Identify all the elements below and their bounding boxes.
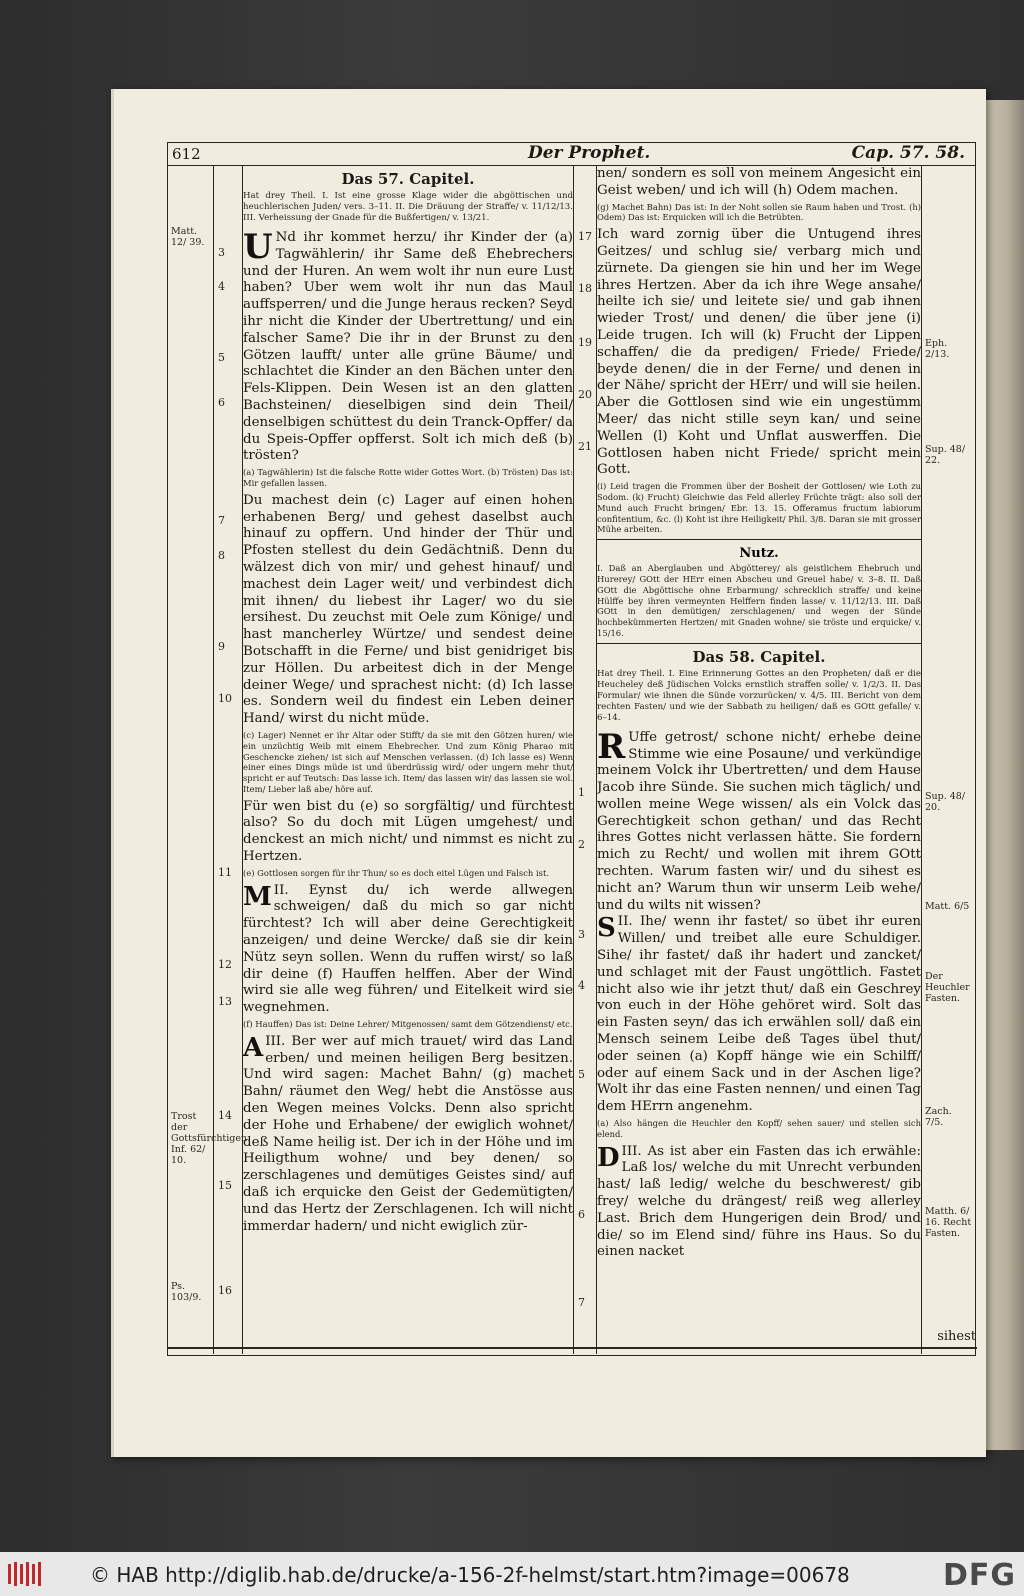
verse-paragraph: MII. Eynst du/ ich werde allwegen schweigen/ daß du mich so gar nicht fürchtest? Ich will aber deine Gerechtigkeit anzeigen/ und deine Wercke/ daß sie dir kein Nütz seyn sollen. Wenn du ruffen wirst/ so laß dir deine (f) Hauffen helffen. Aber der Wind wird sie alle weg führen/ und Eitelkeit wird sie wegnehmen. [243,881,573,1016]
chapter-reference: Cap. 57. 58. [851,143,965,163]
dfg-logo: DFG [942,1558,1016,1593]
verse-number: 1 [578,786,585,799]
verse-paragraph: Du machest dein (c) Lager auf einen hohen erhabenen Berg/ und gehest daselbst auch hinauf zu opffern. Und hinder der Thür und Pfosten stellest du dein Gedächtniß. Denn du wälzest dich von mir/ und gehest hinauf/ und machest dein Lager weit/ und verbindest dich mit ihnen/ du liebest ihr Lager/ wo du sie ersihest. Du zeuchst mit Oele zum Könige/ und hast mancherley Würtze/ und sendest deine Botschafft in die Ferne/ und bist genidriget bis zur Höllen. Du arbeitest dich in der Menge deiner Wege/ und sprachest nicht: (d) Ich lasse es. Sondern weil du findest ein Leben deiner Hand/ wirst du nicht müde. [243,492,573,727]
verse-number: 12 [218,958,232,971]
verse-number: 9 [218,640,225,653]
verse-number: 21 [578,440,592,453]
verse-number: 19 [578,336,592,349]
verse-number: 4 [578,979,585,992]
verse-number: 20 [578,388,592,401]
verse-numbers-left [214,166,243,1354]
verse-paragraph: Für wen bist du (e) so sorgfältig/ und fürchtest also? So du doch mit Lügen umgehest/ und denckest an mich nicht/ und nimmst es nicht zu Hertzen. [243,798,573,865]
text-column-left [243,166,574,1354]
book-page [111,89,986,1457]
verse-number: 5 [218,351,225,364]
verse-number: 13 [218,995,232,1008]
verse-paragraph: Ich ward zornig über die Untugend ihres Geitzes/ und schlug sie/ verbarg mich und zürnete. Da giengen sie hin und her im Wege ihres Hertzen. Aber da ich ihre Wege ansahe/ heilte ich sie/ und leitete sie/ und gab ihnen wieder Trost/ und denen/ die über jene (i) Leide trugen. Ich will (k) Frucht der Lippen schaffen/ die da predigen/ Friede/ Friede/ beyde denen/ die in der Ferne/ und denen in der Nähe/ spricht der HErr/ und will sie heilen. Aber die Gottlosen sind wie ein ungestümm Meer/ das nicht stille seyn kan/ und seine Wellen (l) Koht und Unflat auswerffen. Die Gottlosen haben nicht Friede/ spricht mein Gott. [597,227,921,478]
drop-initial: A [243,1032,264,1063]
facing-page-edge [983,100,1024,1450]
verse-numbers-middle [574,166,597,1354]
running-header [168,143,975,166]
footnote: (g) Machet Bahn) Das ist: In der Noht sollen sie Raum haben und Trost. (h) Odem) Das ist: Erquicken will ich die Betrübten. [597,201,921,223]
margin-note: Matt. 6/5 [925,901,970,912]
divider [597,643,921,644]
margin-note: Der Heuchler Fasten. [925,971,970,1004]
margin-note: Sup. 48/ 22. [925,444,966,466]
verse-number: 17 [578,230,592,243]
chapter-58-title: Das 58. Capitel. [692,647,826,666]
verse-number: 7 [578,1296,585,1309]
verse-number: 3 [218,246,225,259]
footnote: (i) Leid tragen die Frommen über der Bosheit der Gottlosen/ wie Loth zu Sodom. (k) Frucht) Gleichwie das Feld allerley Früchte trägt: also soll der Mund auch Frucht bringen/ Ebr. 13. 15. Offeramus fructum labiorum confitentium, &c. (l) Koht ist ihre Heiligkeit/ Phil. 3/8. Daran sie mit grosser Mühe arbeiten. [597,481,921,535]
verse-number: 6 [218,396,225,409]
verse-paragraph: SII. Ihe/ wenn ihr fastet/ so übet ihr euren Willen/ und treibet alle eure Schuldiger. Sihe/ ihr fastet/ daß ihr hadert und zancket/ und schlaget mit der Faust ungöttlich. Fastet nicht also wie ihr jetzt thut/ daß ein Geschrey von euch in der Höhe gehöret wird. Solt das ein Fasten seyn/ das ich erwählen soll/ daß ein Mensch seinem Leibe deß Tages übel thut/ oder seinen (a) Kopff hänge wie ein Schilff/ oder auf einem Sack und in der Aschen lige? Wolt ihr das eine Fasten nennen/ und einen Tag dem HErrn angenehm. [597,913,921,1115]
running-title: Der Prophet. [528,143,651,163]
drop-initial: D [597,1142,620,1173]
drop-initial: M [243,881,272,912]
footnote: (f) Hauffen) Das ist: Deine Lehrer/ Mitgenossen/ samt dem Götzendienst/ etc. [243,1019,573,1030]
verse-number: 5 [578,1068,585,1081]
text-column-right [597,166,922,1354]
footer-bar [0,1552,1024,1596]
margin-note: Ps. 103/9. [171,1281,202,1303]
text-frame [167,142,976,1356]
hab-logo-icon [6,1560,46,1588]
margin-note: Trost der Gottsfürchtigen Inf. 62/ 10. [171,1111,248,1166]
margin-note: Matth. 6/ 16. Recht Fasten. [925,1206,972,1239]
drop-initial: R [597,726,626,767]
catchword: sihest [937,1329,976,1344]
verse-number: 16 [218,1284,232,1297]
chapter-summary: Hat drey Theil. I. Eine Erinnerung Gottes an den Propheten/ daß er die Heucheley deß Jüdischen Volcks ernstlich straffen solle/ v. 1/2/3. II. Das Formular/ wie ihnen die Sünde vorzurücken/ v. 4/5. III. Bericht von dem rechten Fasten/ und wie der Sabbath zu heiligen/ daß es GOtt gefalle/ v. 6–14. [597,668,921,723]
footnote: (a) Also hängen die Heuchler den Kopff/ sehen sauer/ und stellen sich elend. [597,1118,921,1139]
footer-url-text[interactable]: © HAB http://diglib.hab.de/drucke/a-156-2f-helmst/start.htm?image=00678 [90,1563,850,1587]
verse-number: 7 [218,514,225,527]
verse-number: 4 [218,280,225,293]
nutz-text: I. Daß an Aberglauben und Abgötterey/ als geistlichem Ehebruch und Hurerey/ GOtt der HErr einen Abscheu und Greuel habe/ v. 3–8. II. Daß GOtt die Abgöttische ohne Erbarmung/ schrecklich straffe/ und keine Hülffe bey ihren vermeynten Helffern finden lasse/ v. 11/12/13. III. Daß GOtt in den demütigen/ zerschlagenen/ und wegen der Sünde hochbekümmerten Hertzen/ mit Gnaden wohne/ sie tröste und erquicke/ v. 15/16. [597,563,921,638]
verse-paragraph: DIII. As ist aber ein Fasten das ich erwähle: Laß los/ welche du mit Unrecht verbunden hast/ laß ledig/ welche du beschwerest/ gib frey/ welche du drängest/ reiß weg allerley Last. Brich dem Hungerigen dein Brod/ und die/ so im Elend sind/ führe ins Haus. So du einen nacket [597,1142,921,1260]
verse-number: 10 [218,692,232,705]
verse-paragraph: U Nd ihr kommet herzu/ ihr Kinder der (a) Tagwählerin/ ihr Same deß Ehebrechers und der Huren. An wem wolt ihr nun eure Lust haben? Uber wem wolt ihr nun das Maul auffsperren/ und die Junge heraus recken? Seyd ihr nicht die Kinder der Ubertrettung/ und ein falscher Same? Die ihr in der Brunst zu den Götzen laufft/ unter alle grüne Bäume/ und schlachtet die Kinder an den Bächen unter den Fels-Klippen. Dein Wesen ist an den glatten Bachsteinen/ dieselbigen sind dein Theil/ denselbigen schüttest du dein Tranck-Opffer/ da du Speis-Opffer opfferst. Solt ich mich deß (b) trösten? [243,227,573,464]
right-margin-notes [922,166,974,1354]
verse-number: 18 [578,282,592,295]
bottom-rule [167,1347,977,1349]
verse-number: 8 [218,549,225,562]
drop-initial: U [243,227,273,267]
footnote: (a) Tagwählerin) Ist die falsche Rotte wider Gottes Wort. (b) Trösten) Das ist: Mir gefallen lassen. [243,467,573,488]
verse-paragraph: AIII. Ber wer auf mich trauet/ wird das Land erben/ und meinen heiligen Berg besitzen. Und wird sagen: Machet Bahn/ (g) machet Bahn/ räumet den Weg/ hebt die Anstösse aus den Wegen meines Volcks. Denn also spricht der Hohe und Erhabene/ der ewiglich wohnet/ deß Name heilig ist. Der ich in der Höhe und im Heiligthum wohne/ und bey denen/ so zerschlagenes und demütiges Geistes sind/ auf daß ich erquicke den Geist der Gedemütigten/ und das Hertz der Zerschlagenen. Ich will nicht immerdar hadern/ und nicht ewiglich zür- [243,1032,573,1234]
margin-note: Zach. 7/5. [925,1106,952,1128]
verse-paragraph: R Uffe getrost/ schone nicht/ erhebe deine Stimme wie eine Posaune/ und verkündige meinem Volck ihr Ubertretten/ und dem Hause Jacob ihre Sünde. Sie suchen mich täglich/ und wollen meine Wege wissen/ als ein Volck das Gerechtigkeit schon gethan/ und das Recht ihres Gottes nicht verlassen hätte. Sie fordern mich zu Recht/ und wollen mit ihrem GOtt rechten. Warum fasten wir/ und du sihest es nicht an? Warum thun wir unserm Leib wehe/ und du wilts nit wissen? [597,726,921,913]
verse-paragraph: nen/ sondern es soll von meinem Angesicht ein Geist weben/ und ich will (h) Odem machen. [597,166,921,198]
verse-number: 11 [218,866,232,879]
chapter-57-title: Das 57. Capitel. [341,170,475,188]
verse-number: 14 [218,1109,232,1122]
margin-note: Sup. 48/ 20. [925,791,966,813]
verse-number: 3 [578,928,585,941]
verse-number: 6 [578,1208,585,1221]
verse-number: 15 [218,1179,232,1192]
verse-number: 2 [578,838,585,851]
chapter-summary: Hat drey Theil. I. Ist eine grosse Klage wider die abgöttischen und heuchlerischen Juden/ vers. 3–11. II. Die Dräuung der Straffe/ v. 11/12/13. III. Verheissung der Gnade für die Bußfertigen/ v. 13/21. [243,191,573,223]
footnote: (c) Lager) Nennet er ihr Altar oder Stifft/ da sie mit den Götzen huren/ wie ein unzüchtig Weib mit einem Ehebrecher. Und zum König Pharao mit Geschencke ziehen/ ist sich auf Menschen verlassen. (d) Ich lasse es) Wenn einer eines Dings müde ist und überdrüssig wird/ oder ungern mehr thut/ spricht er auf Teutsch: Das lasse ich. Item/ das lassen wir/ das lassen sie wol. Item/ Lieber laß abe/ höre auf. [243,729,573,794]
margin-note: Eph. 2/13. [925,338,950,360]
footnote: (e) Gottlosen sorgen für ihr Thun/ so es doch eitel Lügen und Falsch ist. [243,867,549,878]
page-number: 612 [172,145,201,163]
nutz-heading: Nutz. [739,546,779,562]
margin-note: Matt. 12/ 39. [171,226,205,248]
drop-initial: S [597,913,616,944]
divider [597,539,921,540]
